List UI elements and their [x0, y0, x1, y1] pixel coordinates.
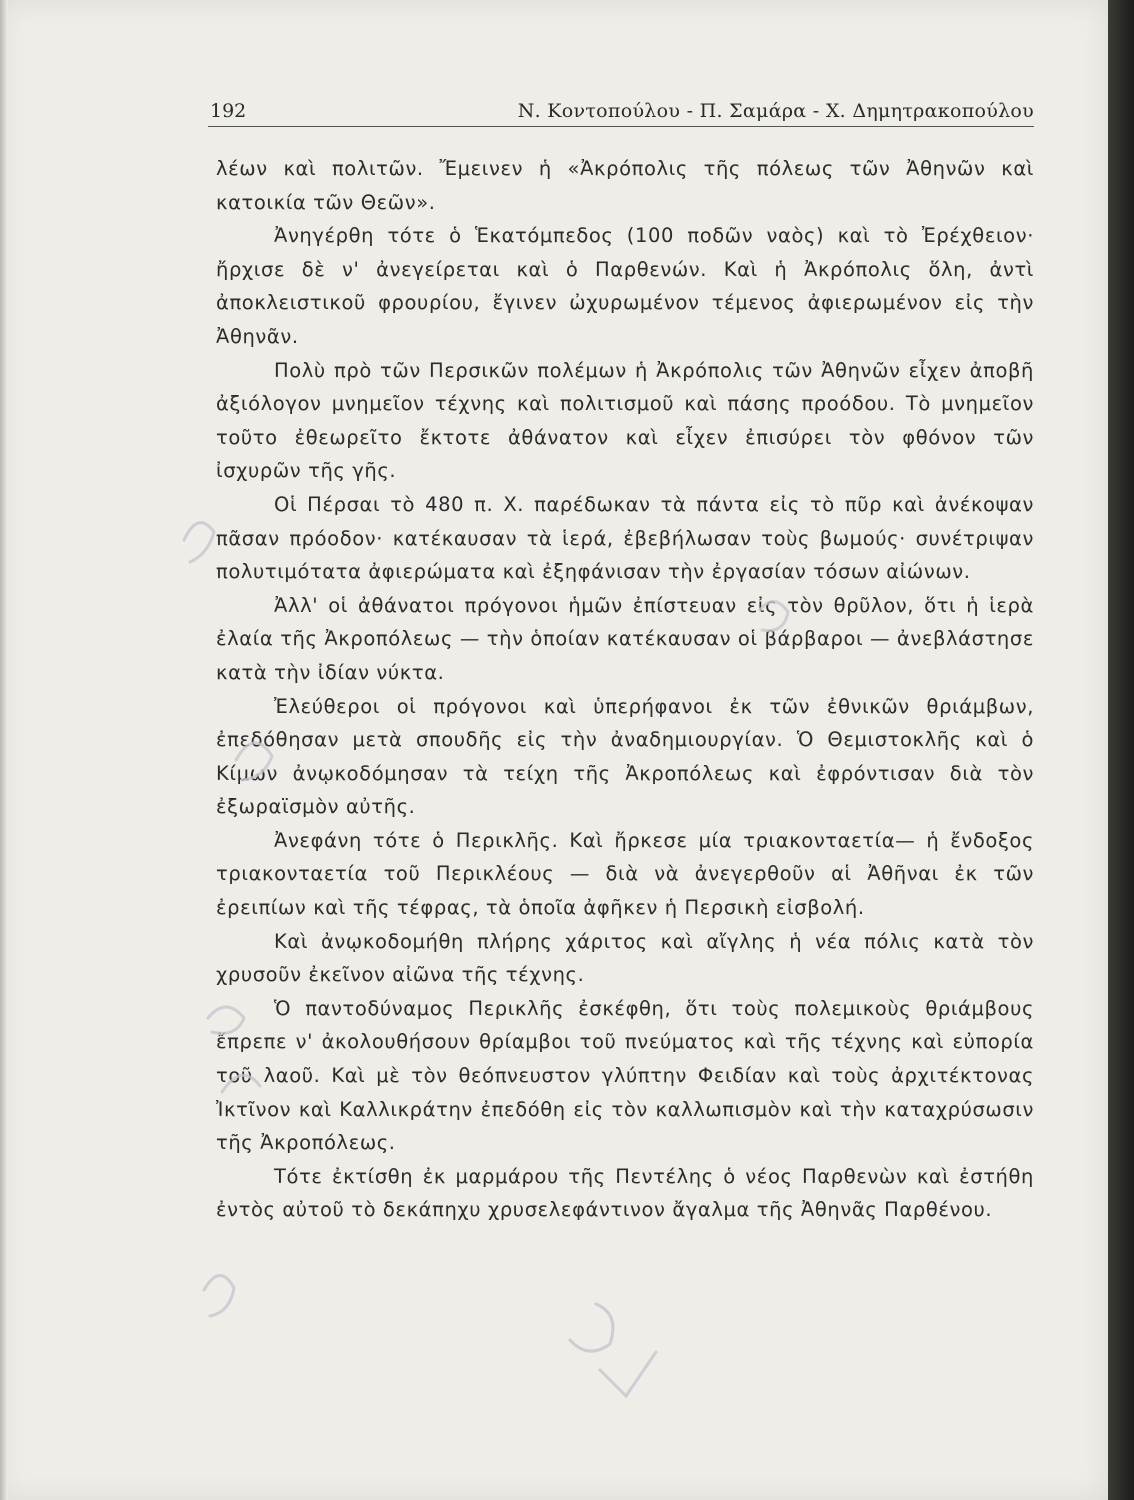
- page-header: [208, 96, 1034, 127]
- paragraph-3: Πολὺ πρὸ τῶν Περσικῶν πολέμων ἡ Ἀκρόπολις τῶν Ἀθηνῶν εἶχεν ἀποβῆ ἀξιόλογον μνημεῖον τέχνης καὶ πολιτισμοῦ καὶ πάσης προόδου. Τὸ μνημεῖον τοῦτο ἐθεωρεῖτο ἔκτοτε ἀθάνατον καὶ εἶχεν ἐπισύρει τὸν φθόνον τῶν ἰσχυρῶν τῆς γῆς.: [216, 358, 1034, 483]
- paragraph-1: λέων καὶ πολιτῶν. Ἔμεινεν ἡ «Ἀκρόπολις τῆς πόλεως τῶν Ἀθηνῶν καὶ κατοικία τῶν Θεῶν».: [216, 157, 1034, 214]
- stamp-mark-1: [184, 523, 214, 562]
- stamp-mark-6: [204, 1275, 234, 1316]
- paragraph-5: Ἀλλ' οἱ ἀθάνατοι πρόγονοι ἡμῶν ἐπίστευαν εἰς τὸν θρῦλον, ὅτι ἡ ἱερὰ ἐλαία τῆς Ἀκροπόλεως — τὴν ὁποίαν κατέκαυσαν οἱ βάρβαροι — ἀνεβλάστησε κατὰ τὴν ἰδίαν νύκτα.: [216, 593, 1034, 684]
- body-text: [216, 152, 1034, 1227]
- stamp-mark-7: [570, 1304, 613, 1351]
- paragraph-6: Ἐλεύθεροι οἱ πρόγονοι καὶ ὑπερήφανοι ἐκ τῶν ἐθνικῶν θριάμβων, ἐπεδόθησαν μετὰ σπουδῆς εἰς τὴν ἀναδημιουργίαν. Ὁ Θεμιστοκλῆς καὶ ὁ Κίμων ἀνῳκοδόμησαν τὰ τείχη τῆς Ἀκροπόλεως καὶ ἐφρόντισαν διὰ τὸν ἐξωραϊσμὸν αὐτῆς.: [216, 694, 1034, 819]
- paragraph-8: Καὶ ἀνῳκοδομήθη πλήρης χάριτος καὶ αἴγλης ἡ νέα πόλις κατὰ τὸν χρυσοῦν ἐκεῖνον αἰῶνα τῆς τέχνης.: [216, 929, 1034, 987]
- page-number: 192: [210, 100, 247, 122]
- paragraph-4: Οἱ Πέρσαι τὸ 480 π. Χ. παρέδωκαν τὰ πάντα εἰς τὸ πῦρ καὶ ἀνέκοψαν πᾶσαν πρόοδον· κατέκαυσαν τὰ ἱερά, ἐβεβήλωσαν τοὺς βωμούς· συνέτριψαν πολυτιμότατα ἀφιερώματα καὶ ἐξηφάνισαν τὴν ἐργασίαν τόσων αἰώνων.: [216, 492, 1034, 584]
- paragraph-7: Ἀνεφάνη τότε ὁ Περικλῆς. Καὶ ἤρκεσε μία τριακονταετία— ἡ ἔνδοξος τριακονταετία τοῦ Περικλέους — διὰ νὰ ἀνεγερθοῦν αἱ Ἀθῆναι ἐκ τῶν ἐρειπίων καὶ τῆς τέφρας, τὰ ὁποῖα ἀφῆκεν ἡ Περσικὴ εἰσβολή.: [216, 828, 1034, 920]
- paragraph-9: Ὁ παντοδύναμος Περικλῆς ἐσκέφθη, ὅτι τοὺς πολεμικοὺς θριάμβους ἔπρεπε ν' ἀκολουθήσουν θρίαμβοι τοῦ πνεύματος καὶ τῆς τέχνης καὶ εὐπορία τοῦ λαοῦ. Καὶ μὲ τὸν θεόπνευστον γλύπτην Φειδίαν καὶ τοὺς ἀρχιτέκτονας Ἰκτῖνον καὶ Καλλικράτην ἐπεδόθη εἰς τὸν καλλωπισμὸν καὶ τὴν καταχρύσωσιν τῆς Ἀκροπόλεως.: [216, 996, 1034, 1155]
- stamp-mark-8: [600, 1352, 656, 1396]
- page-left-edge: [0, 0, 8, 1500]
- page-dark-edge: [1108, 0, 1134, 1500]
- running-title: Ν. Κοντοπούλου - Π. Σαμάρα - Χ. Δημητρακοπούλου: [517, 100, 1034, 122]
- paragraph-10: Τότε ἐκτίσθη ἐκ μαρμάρου τῆς Πεντέλης ὁ νέος Παρθενὼν καὶ ἐστήθη ἐντὸς αὐτοῦ τὸ δεκάπηχυ χρυσελεφάντινον ἄγαλμα τῆς Ἀθηνᾶς Παρθένου.: [216, 1164, 1034, 1222]
- paragraph-2: Ἀνηγέρθη τότε ὁ Ἑκατόμπεδος (100 ποδῶν ναὸς) καὶ τὸ Ἐρέχθειον· ἤρχισε δὲ ν' ἀνεγείρεται καὶ ὁ Παρθενών. Καὶ ἡ Ἀκρόπολις ὅλη, ἀντὶ ἀποκλειστικοῦ φρουρίου, ἔγινεν ὠχυρωμένον τέμενος ἀφιερωμένον εἰς τὴν Ἀθηνᾶν.: [216, 224, 1034, 348]
